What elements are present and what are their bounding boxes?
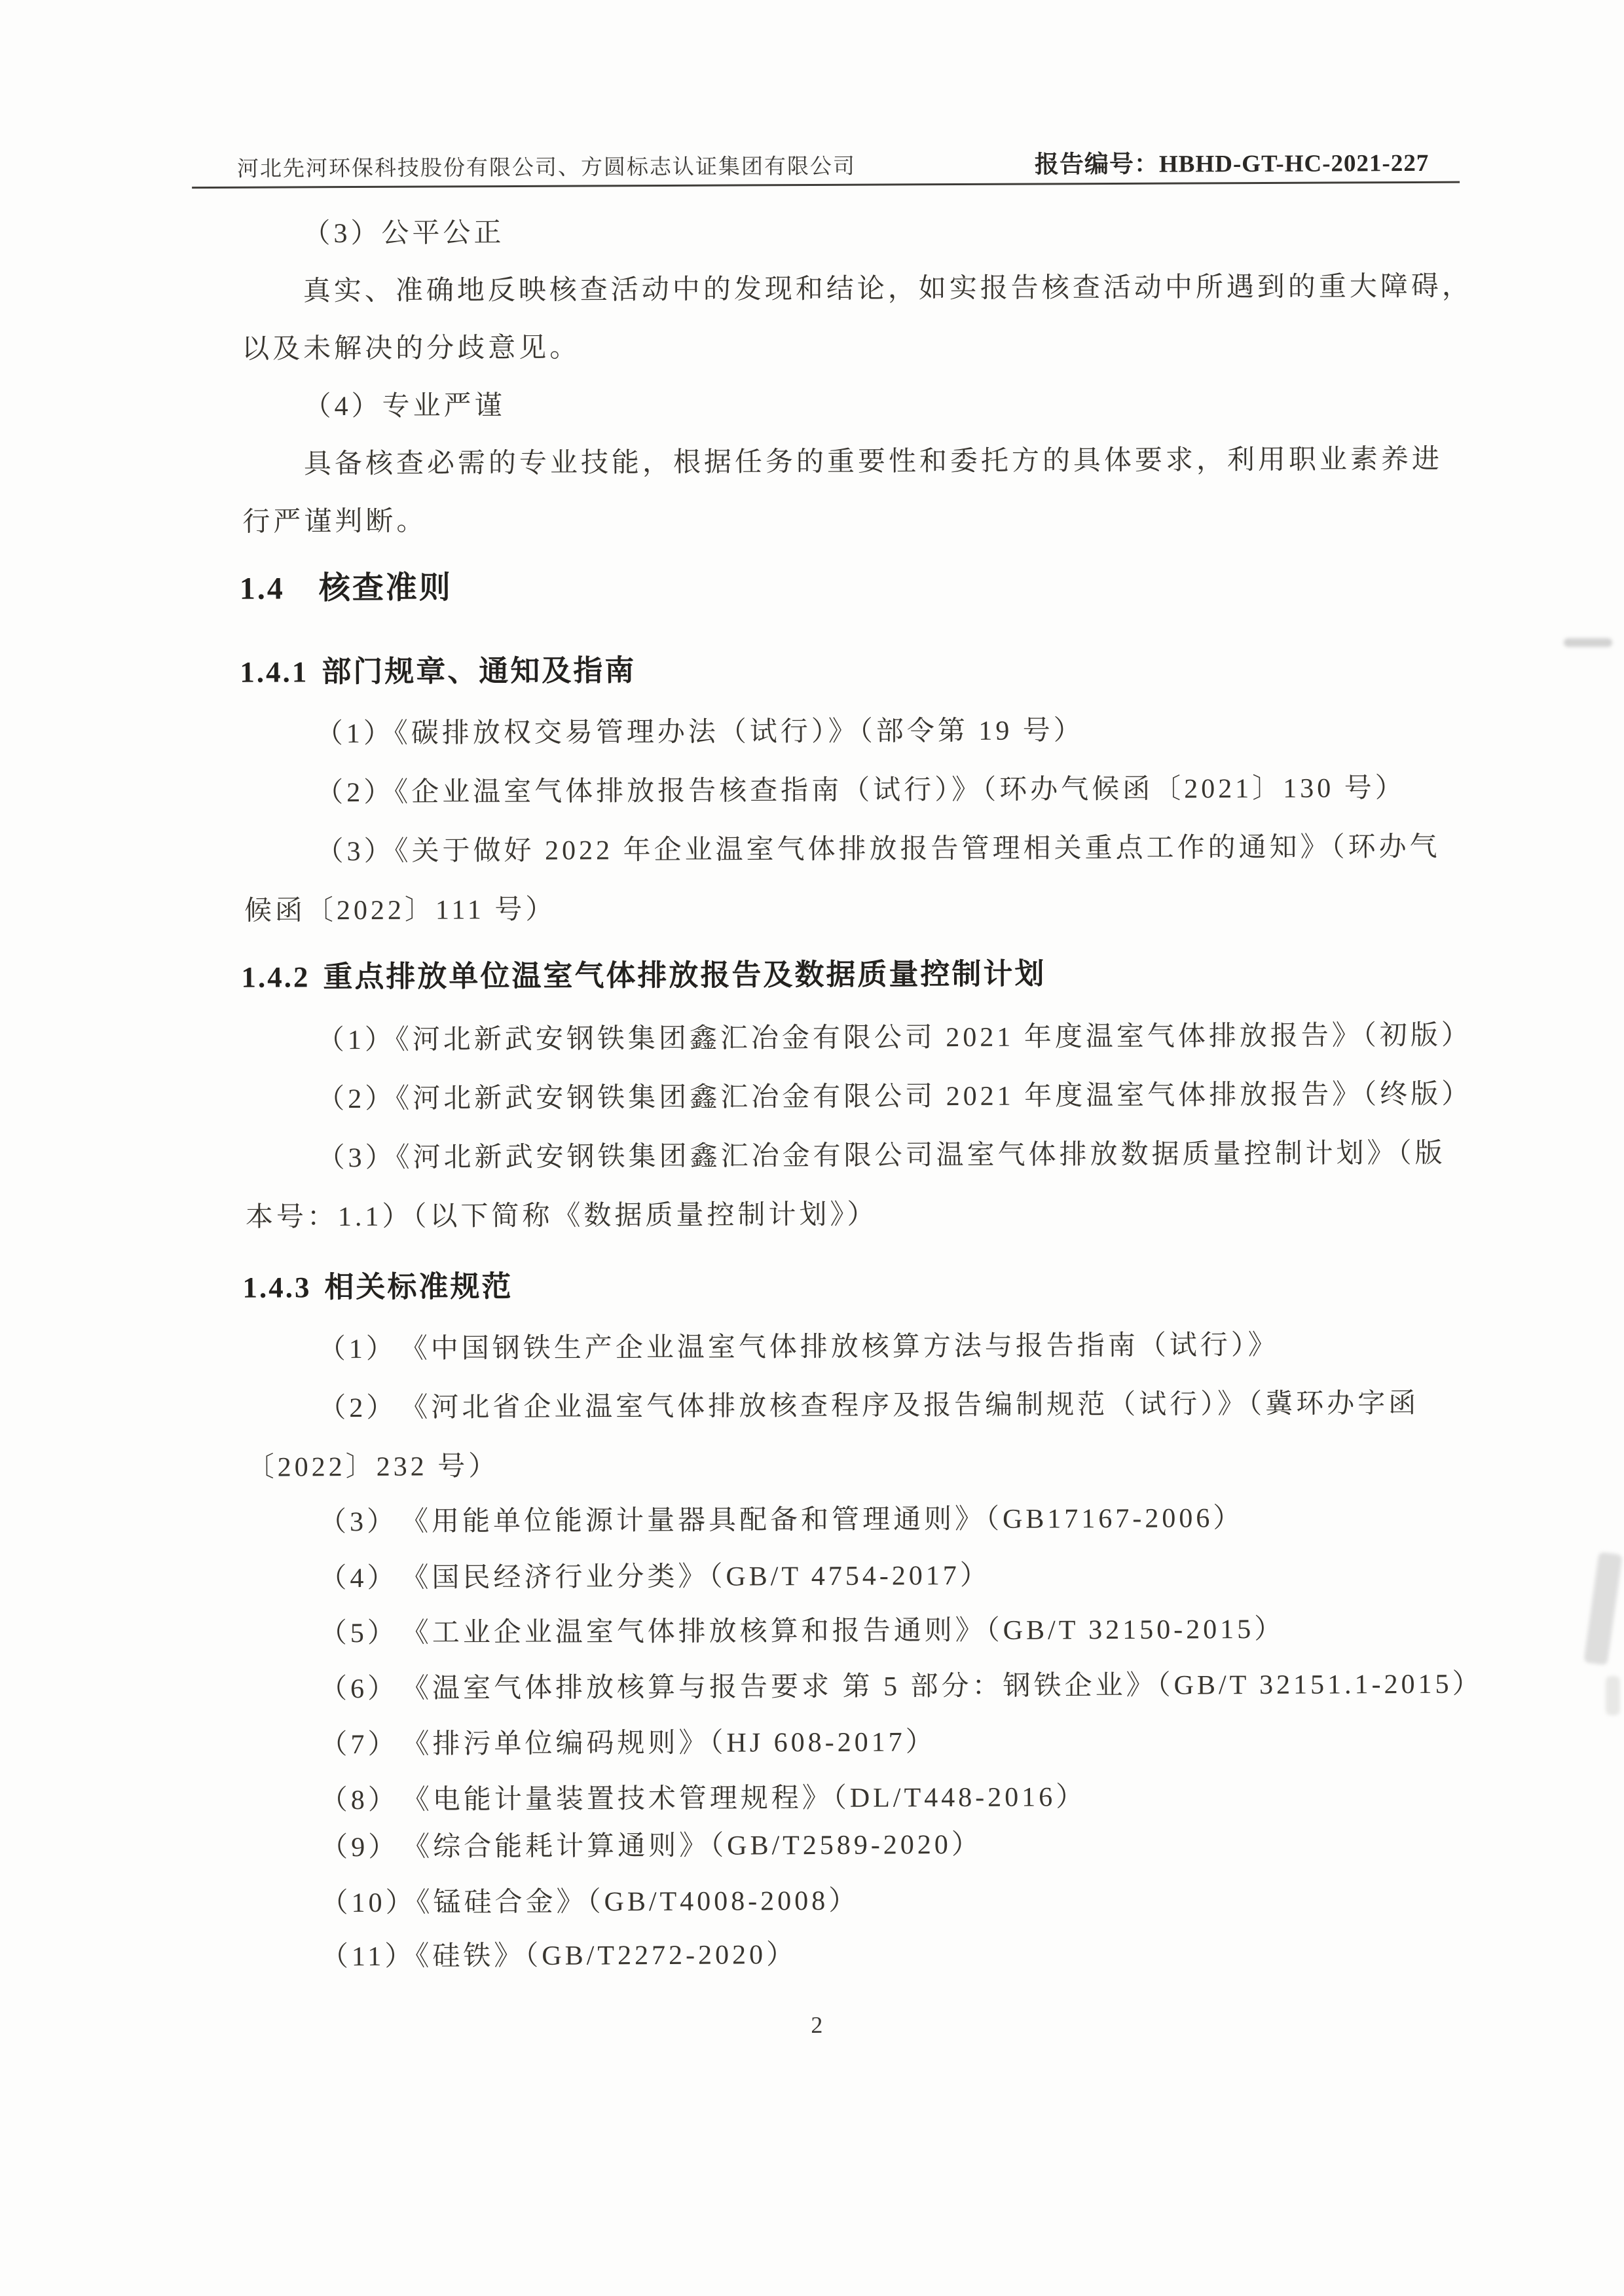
list-item: （3）《河北新武安钢铁集团鑫汇冶金有限公司温室气体排放数据质量控制计划》（版 <box>317 1138 1446 1174</box>
header-divider <box>192 181 1460 189</box>
list-item: （2） 《河北省企业温室气体排放核查程序及报告编制规范（试行）》（冀环办字函 <box>318 1388 1420 1424</box>
list-item: （9） 《综合能耗计算通则》（GB/T2589-2020） <box>320 1829 982 1863</box>
list-item: （6） 《温室气体排放核算与报告要求 第 5 部分：钢铁企业》（GB/T 32151.1-2015） <box>320 1669 1483 1705</box>
principle-3-heading: （3）公平公正 <box>303 218 505 249</box>
section-number: 1.4.3 <box>242 1271 312 1304</box>
list-item-continuation: 候函〔2022〕111 号） <box>244 894 557 926</box>
list-item: （4） 《国民经济行业分类》（GB/T 4754-2017） <box>319 1560 991 1594</box>
section-title: 部门规章、通知及指南 <box>322 654 637 689</box>
header-report-number: 报告编号：HBHD-GT-HC-2021-227 <box>1034 149 1430 179</box>
list-item: （10）《锰硅合金》（GB/T4008-2008） <box>320 1886 860 1919</box>
list-item: （2）《企业温室气体排放报告核查指南（试行）》（环办气候函〔2021〕130 号） <box>316 773 1406 809</box>
section-title: 核查准则 <box>318 570 452 606</box>
list-item: （11）《硅铁》（GB/T2272-2020） <box>320 1940 798 1973</box>
section-1-4-3-heading <box>242 1262 513 1306</box>
page-number: 2 <box>811 2011 823 2039</box>
list-item: （8） 《电能计量装置技术管理规程》（DL/T448-2016） <box>320 1782 1087 1816</box>
section-number: 1.4.1 <box>240 655 309 689</box>
list-item: （1） 《中国钢铁生产企业温室气体排放核算方法与报告指南（试行）》 <box>318 1330 1279 1365</box>
section-1-4-heading <box>240 562 452 608</box>
list-item: （3） 《用能单位能源计量器具配备和管理通则》（GB17167-2006） <box>318 1503 1244 1538</box>
section-number: 1.4 <box>239 571 285 606</box>
section-1-4-1-heading <box>240 646 636 691</box>
principle-3-text-line: 真实、准确地反映核查活动中的发现和结论，如实报告核查活动中所遇到的重大障碍， <box>303 271 1473 307</box>
principle-4-heading: （4）专业严谨 <box>303 391 506 422</box>
principle-4-text-line: 具备核查必需的专业技能，根据任务的重要性和委托方的具体要求，利用职业素养进 <box>303 444 1443 480</box>
header-company-names: 河北先河环保科技股份有限公司、方圆标志认证集团有限公司 <box>236 155 857 181</box>
principle-4-text-line: 行严谨判断。 <box>242 506 428 538</box>
section-title: 重点排放单位温室气体排放报告及数据质量控制计划 <box>323 957 1046 994</box>
list-item: （3）《关于做好 2022 年企业温室气体排放报告管理相关重点工作的通知》（环办气 <box>316 831 1441 867</box>
section-title: 相关标准规范 <box>324 1269 513 1304</box>
list-item: （1）《河北新武安钢铁集团鑫汇冶金有限公司 2021 年度温室气体排放报告》（初版） <box>316 1020 1472 1056</box>
section-1-4-2-heading <box>241 949 1046 995</box>
scan-artifact <box>1606 1676 1620 1715</box>
list-item: （2）《河北新武安钢铁集团鑫汇冶金有限公司 2021 年度温室气体排放报告》（终版） <box>317 1079 1473 1115</box>
scan-artifact <box>1564 638 1612 647</box>
list-item-continuation: 〔2022〕232 号） <box>246 1451 500 1483</box>
principle-3-text-line: 以及未解决的分歧意见。 <box>242 333 581 365</box>
list-item: （5） 《工业企业温室气体排放核算和报告通则》（GB/T 32150-2015） <box>319 1614 1285 1649</box>
list-item: （1）《碳排放权交易管理办法（试行）》（部令第 19 号） <box>315 716 1084 750</box>
list-item-continuation: 本号：1.1）（以下简称《数据质量控制计划》） <box>245 1199 878 1233</box>
list-item: （7） 《排污单位编码规则》（HJ 608-2017） <box>320 1727 936 1760</box>
section-number: 1.4.2 <box>241 960 310 994</box>
